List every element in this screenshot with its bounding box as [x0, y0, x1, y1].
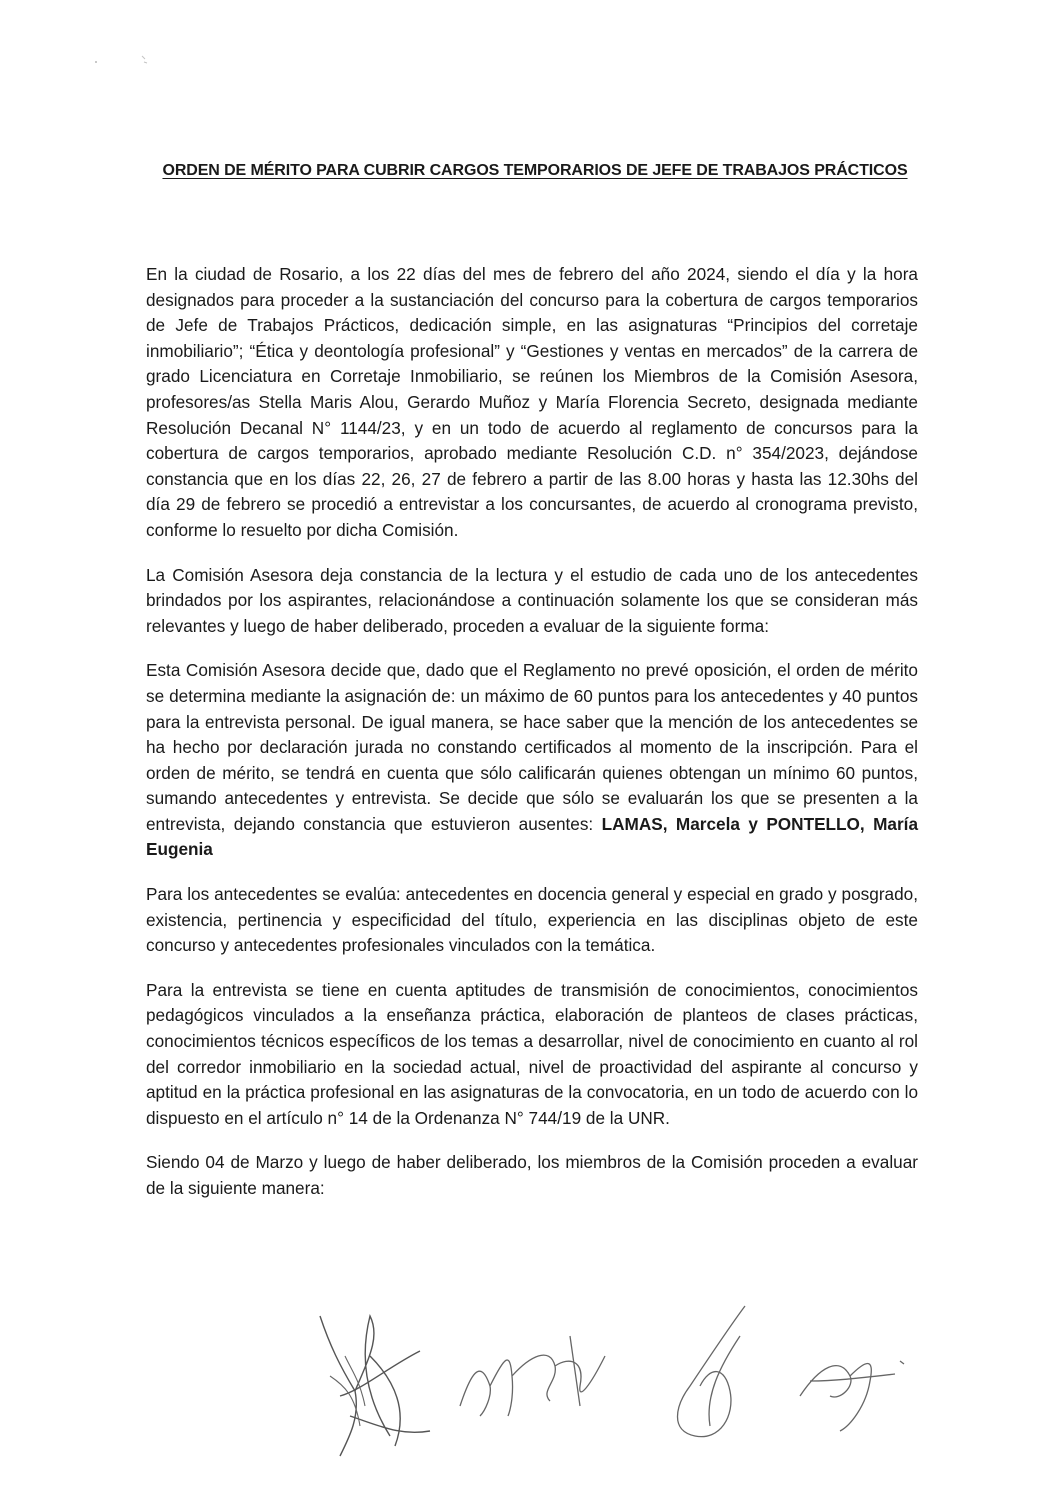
- document-title: ORDEN DE MÉRITO PARA CUBRIR CARGOS TEMPORARIOS DE JEFE DE TRABAJOS PRÁCTICOS: [162, 162, 908, 179]
- signature-3: [650, 1296, 770, 1456]
- signature-4: [780, 1326, 920, 1446]
- paragraph-3-text: Esta Comisión Asesora decide que, dado que el Reglamento no prevé oposición, el orden de mérito se determina mediante la asignación de: un máximo de 60 puntos para los antecedentes y 40 puntos para la entrevista personal. De igual manera, se hace saber que la mención de los antecedentes se ha hecho por declaración jurada no constando certificados al momento de la inscripción. Para el orden de mérito, se tendrá en cuenta que sólo calificarán quienes obtengan un mínimo 60 puntos, sumando antecedentes y entrevista. Se decide que sólo se evaluarán los que se presenten a la entrevista, dejando constancia que estuvieron ausentes:: [146, 660, 918, 834]
- signatures-area: [300, 1296, 920, 1466]
- document-body: [146, 262, 918, 1221]
- paragraph-3: [146, 658, 918, 863]
- paragraph-2: La Comisión Asesora deja constancia de la lectura y el estudio de cada uno de los antecedentes brindados por los aspirantes, relacionándose a continuación solamente los que se consideran más relevantes y luego de haber deliberado, proceden a evaluar de la siguiente forma:: [146, 564, 918, 636]
- paragraph-4: Para los antecedentes se evalúa: antecedentes en docencia general y especial en grado y posgrado, existencia, pertinencia y especificidad del título, experiencia en las disciplinas objeto de este concurso y antecedentes profesionales vinculados con la temática.: [146, 884, 918, 956]
- paragraph-1: En la ciudad de Rosario, a los 22 días del mes de febrero del año 2024, siendo el día y la hora designados para proceder a la sustanciación del concurso para la cobertura de cargos temporarios de Jefe de Trabajos Prácticos, dedicación simple, en las asignaturas “Principios del corretaje inmobiliario”; “Ética y deontología profesional” y “Gestiones y ventas en mercados” de la carrera de grado Licenciatura en Corretaje Inmobiliario, se reúnen los Miembros de la Comisión Asesora, profesores/as Stella Maris Alou, Gerardo Muñoz y María Florencia Secreto, designada mediante Resolución Decanal N° 1144/23, y en un todo de acuerdo al reglamento de concursos para la cobertura de cargos temporarios, aprobado mediante Resolución C.D. n° 354/2023, dejándose constancia que en los días 22, 26, 27 de febrero a partir de las 8.00 horas y hasta las 12.30hs del día 29 de febrero se procedió a entrevistar a los concursantes, de acuerdo al cronograma previsto, conforme lo resuelto por dicha Comisión.: [146, 264, 918, 540]
- paragraph-6: Siendo 04 de Marzo y luego de haber deliberado, los miembros de la Comisión proceden a evaluar de la siguiente manera:: [146, 1152, 918, 1198]
- paragraph-5: Para la entrevista se tiene en cuenta aptitudes de transmisión de conocimientos, conocimientos pedagógicos vinculados a la enseñanza práctica, elaboración de planteos de clases prácticas, conocimientos técnicos específicos de los temas a desarrollar, nivel de conocimiento en cuanto al rol del corredor inmobiliario en la sociedad actual, nivel de proactividad del aspirante al concurso y aptitud en la práctica profesional en las asignaturas de la convocatoria, en un todo de acuerdo con lo dispuesto en el artículo n° 14 de la Ordenanza N° 744/19 de la UNR.: [146, 979, 918, 1128]
- signature-2: [450, 1316, 620, 1436]
- scan-marks: [92, 52, 162, 68]
- absentees-names: LAMAS, Marcela y PONTELLO, María Eugenia: [146, 813, 919, 860]
